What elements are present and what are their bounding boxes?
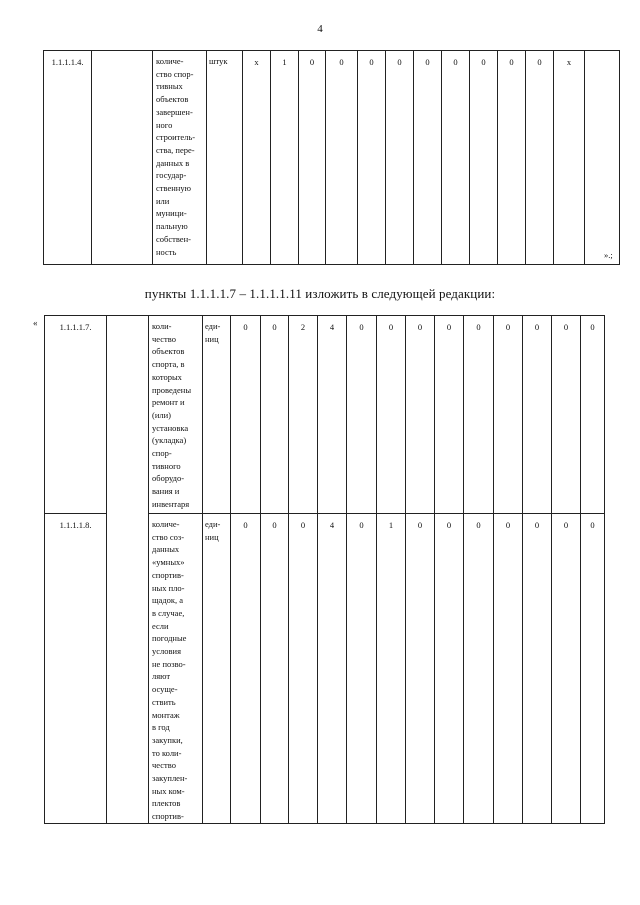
indicator-table-bottom	[44, 315, 605, 824]
value-cell: 0	[386, 51, 414, 265]
value-cell: 0	[494, 514, 523, 824]
value-cell: 0	[470, 51, 498, 265]
indicator-table-top	[43, 50, 620, 265]
value-cell: 0	[581, 514, 605, 824]
page-number: 4	[317, 23, 323, 35]
value-cell: 0	[442, 51, 470, 265]
value-cell: 0	[289, 514, 318, 824]
value-cell: 0	[358, 51, 386, 265]
value-cell: 2	[289, 316, 318, 514]
row-description: коли- чество объектов спорта, в которых проведены ремонт и (или) установка (укладка) спор- тивного оборудо- вания и инвентаря	[149, 316, 203, 514]
row-unit: штук	[207, 51, 243, 265]
closing-quote: ».;	[604, 250, 613, 260]
value-cell: 0	[523, 316, 552, 514]
table-row	[45, 316, 605, 514]
value-cell: 0	[552, 514, 581, 824]
value-cell: 0	[494, 316, 523, 514]
value-cell: 0	[406, 514, 435, 824]
table-row	[44, 51, 620, 265]
value-cell: 0	[261, 514, 289, 824]
row-code: 1.1.1.1.4.	[44, 51, 92, 265]
value-cell: 0	[326, 51, 358, 265]
value-cell: 0	[299, 51, 326, 265]
opening-quote: «	[33, 318, 38, 328]
row-code: 1.1.1.1.8.	[45, 514, 107, 824]
value-cell: 0	[231, 316, 261, 514]
value-cell: 0	[231, 514, 261, 824]
value-cell: 0	[464, 316, 494, 514]
value-cell: 0	[347, 514, 377, 824]
value-cell: 0	[377, 316, 406, 514]
row-code: 1.1.1.1.7.	[45, 316, 107, 514]
value-cell: 0	[526, 51, 554, 265]
value-cell: 1	[271, 51, 299, 265]
value-cell: 4	[318, 514, 347, 824]
value-cell: х	[243, 51, 271, 265]
value-cell: 0	[261, 316, 289, 514]
row-description: количе- ство спор- тивных объектов завершен- ного строитель- ства, пере- данных в государ- ственную или муници- пальную собствен- ность	[153, 51, 207, 265]
value-cell: 0	[552, 316, 581, 514]
value-cell: 0	[414, 51, 442, 265]
value-cell: 0	[435, 316, 464, 514]
value-cell: 1	[377, 514, 406, 824]
row-description: количе- ство соз- данных «умных» спортив- ных пло- щадок, а в случае, если погодные условия не позво- ляют осуще- ствить монтаж в год закупки, то коли- чество закуплен- ных ком- плектов спортив-	[149, 514, 203, 824]
value-cell: х	[554, 51, 585, 265]
value-cell: 0	[347, 316, 377, 514]
instruction-text: пункты 1.1.1.1.7 – 1.1.1.1.11 изложить в следующей редакции:	[144, 286, 496, 301]
row-unit: еди- ниц	[203, 316, 231, 514]
value-cell: 0	[406, 316, 435, 514]
empty-cell	[107, 316, 149, 824]
value-cell: 0	[435, 514, 464, 824]
row-unit: еди- ниц	[203, 514, 231, 824]
empty-cell	[585, 51, 620, 265]
value-cell: 4	[318, 316, 347, 514]
empty-cell	[92, 51, 153, 265]
value-cell: 0	[523, 514, 552, 824]
value-cell: 0	[581, 316, 605, 514]
value-cell: 0	[464, 514, 494, 824]
value-cell: 0	[498, 51, 526, 265]
